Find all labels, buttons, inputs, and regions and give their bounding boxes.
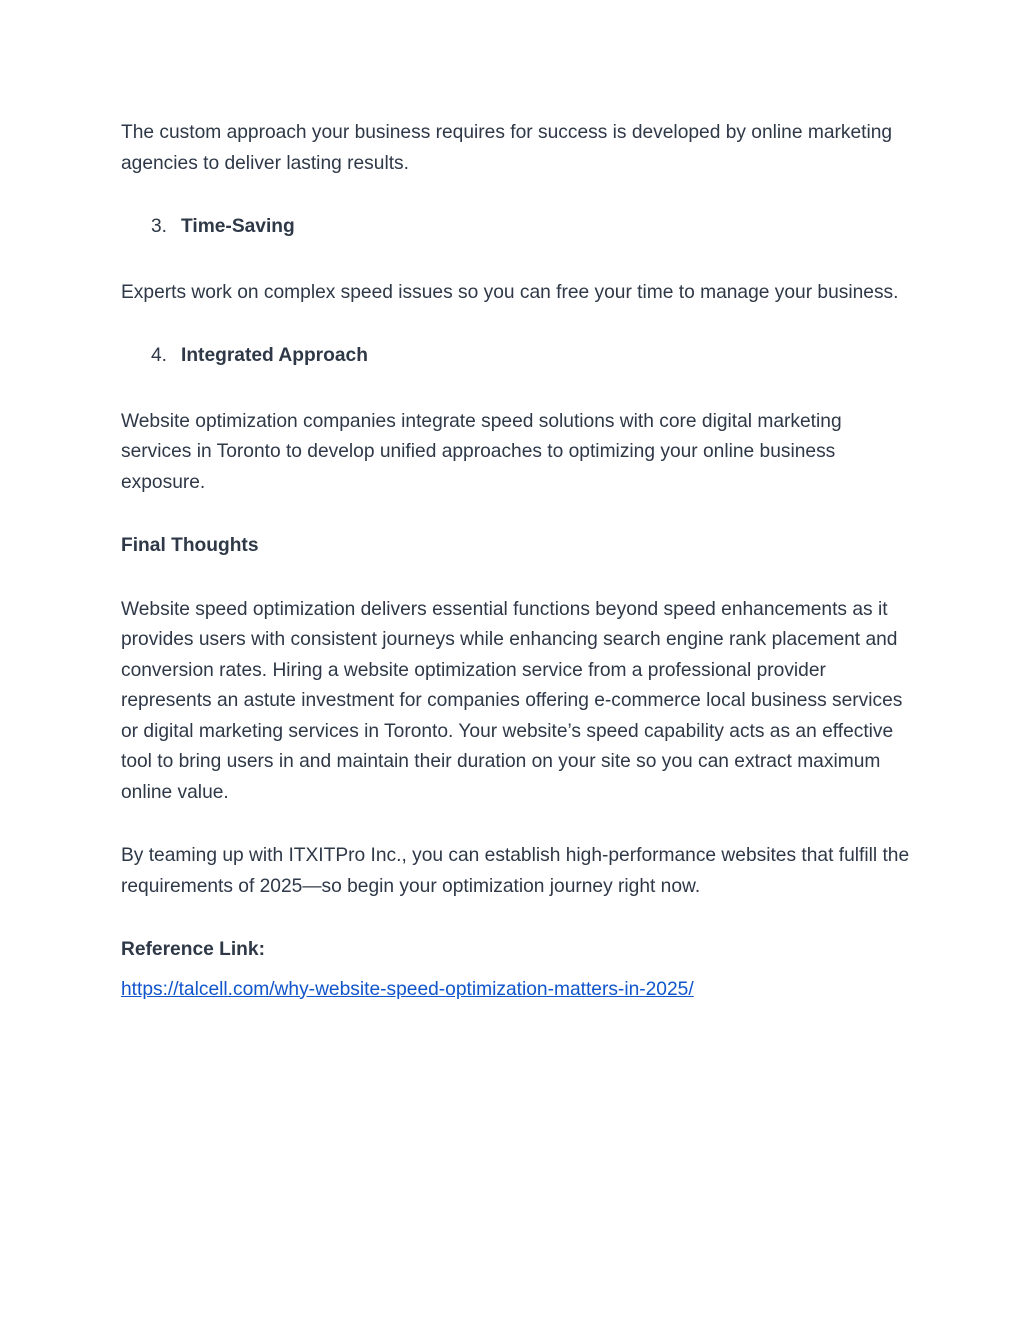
list-number: 4. xyxy=(151,345,168,366)
list-item-title: Integrated Approach xyxy=(181,345,368,366)
document-page xyxy=(121,118,911,1005)
list-item-title: Time-Saving xyxy=(181,216,295,237)
final-thoughts-heading: Final Thoughts xyxy=(121,535,259,556)
reference-link[interactable]: https://talcell.com/why-website-speed-optimization-matters-in-2025/ xyxy=(121,978,694,1000)
list-number: 3. xyxy=(151,216,168,237)
reference-label: Reference Link: xyxy=(121,939,265,960)
integrated-approach-paragraph: Website optimization companies integrate speed solutions with core digital marketing services in Toronto to develop unified approaches to optimizing your online business exposure. xyxy=(121,410,842,493)
list-item-integrated-approach xyxy=(121,341,911,372)
final-thoughts-paragraph: Website speed optimization delivers essential functions beyond speed enhancements as it provides users with consistent journeys while enhancing search engine rank placement and conversion rates. Hiring a website optimization service from a professional provider represents an astute investment for companies offering e-commerce local business services or digital marketing services in Toronto. Your website’s speed capability acts as an effective tool to bring users in and maintain their duration on your site so you can extract maximum online value. xyxy=(121,598,903,803)
time-saving-paragraph: Experts work on complex speed issues so you can free your time to manage your business. xyxy=(121,281,899,303)
closing-paragraph: By teaming up with ITXITPro Inc., you can establish high-performance websites that fulfill the requirements of 2025—so begin your optimization journey right now. xyxy=(121,845,910,897)
list-item-time-saving xyxy=(121,212,911,243)
intro-paragraph: The custom approach your business requires for success is developed by online marketing agencies to deliver lasting results. xyxy=(121,122,893,174)
